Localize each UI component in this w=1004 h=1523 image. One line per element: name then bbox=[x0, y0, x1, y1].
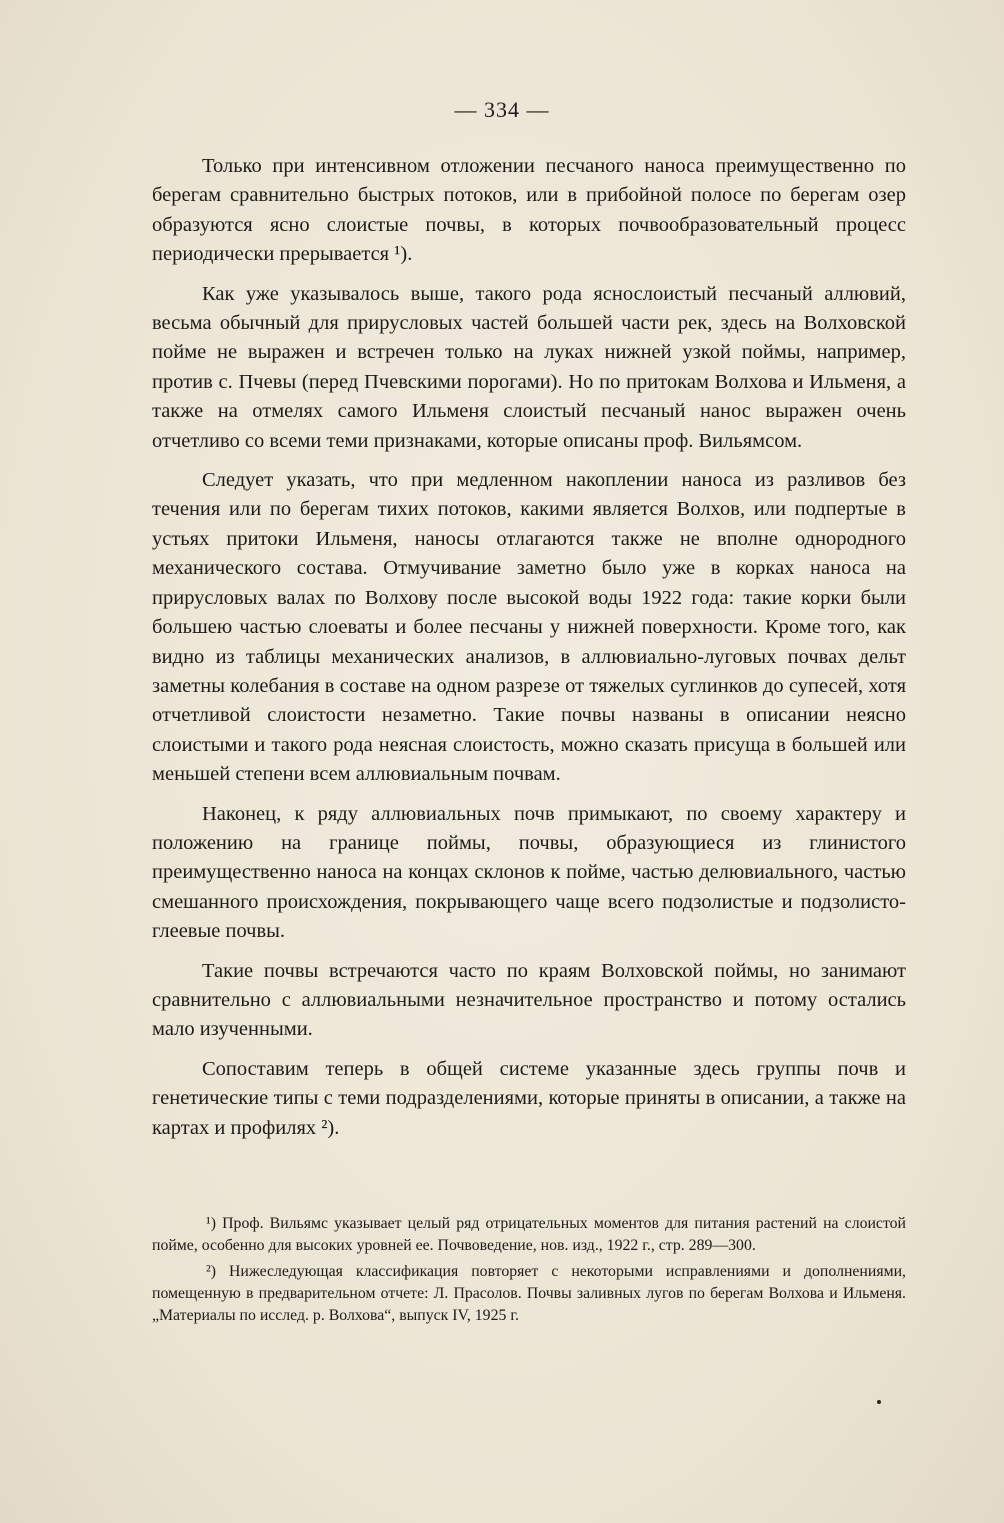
footnote: ¹) Проф. Вильямс указывает целый ряд отрицательных моментов для питания растений на слоистой пойме, особенно для высоких уровней ее. Почвоведение, нов. изд., 1922 г., стр. 289—300. bbox=[152, 1215, 906, 1254]
page-number: — 334 — bbox=[454, 97, 550, 122]
paragraph: Как уже указывалось выше, такого рода яснослоистый песчаный аллювий, весьма обычный для прирусловых частей большей части рек, здесь на Волховской пойме не выражен и встречен только на луках нижней узкой поймы, например, против с. Пчевы (перед Пчевскими порогами). Но по притокам Волхова и Ильменя, а также на отмелях самого Ильменя слоистый песчаный нанос выражен очень отчетливо со всеми теми признаками, которые описаны проф. Вильямсом. bbox=[152, 282, 906, 452]
paragraph: Сопоставим теперь в общей системе указанные здесь группы почв и генетические типы с теми подразделениями, которые приняты в описании, а также на картах и профилях ²). bbox=[152, 1057, 906, 1139]
paragraph: Такие почвы встречаются часто по краям Волховской поймы, но занимают сравнительно с аллювиальными незначительное пространство и потому остались мало изученными. bbox=[152, 959, 906, 1041]
footnotes bbox=[152, 1213, 906, 1331]
paragraph: Следует указать, что при медленном накоплении наноса из разливов без течения или по берегам тихих потоков, какими является Волхов, или подпертые в устьях притоки Ильменя, наносы отлагаются также не вполне однородного механического состава. Отмучивание заметно было уже в корках наноса на прирусловых валах по Волхову после высокой воды 1922 года: такие корки были большею частью слоеваты и более песчаны у нижней поверхности. Кроме того, как видно из таблицы механических анализов, в аллювиально-луговых почвах дельт заметны колебания в составе на одном разрезе от тяжелых суглинков до супесей, хотя отчетливой слоистости незаметно. Такие почвы названы в описании неясно слоистыми и такого рода неясная слоистость, можно сказать присуща в большей или меньшей степени всем аллювиальным почвам. bbox=[152, 469, 906, 786]
paragraph: Только при интенсивном отложении песчаного наноса преимущественно по берегам сравнительно быстрых потоков, или в прибойной полосе по берегам озер образуются ясно слоистые почвы, в которых почвообразовательный процесс периодически прерывается ¹). bbox=[152, 155, 906, 266]
paragraph: Наконец, к ряду аллювиальных почв примыкают, по своему характеру и положению на границе поймы, почвы, образующиеся из глинистого преимущественно наноса на концах склонов к пойме, частью делювиального, частью смешанного происхождения, покрывающего чаще всего подзолистые и подзолисто-глеевые почвы. bbox=[152, 802, 906, 943]
footnote: ²) Нижеследующая классификация повторяет с некоторыми исправлениями и дополнениями, помещенную в предварительном отчете: Л. Прасолов. Почвы заливных лугов по берегам Волхова и Ильменя. „Материалы по исслед. р. Волхова“, выпуск IV, 1925 г. bbox=[152, 1263, 906, 1324]
ink-speck bbox=[877, 1400, 881, 1404]
body-text bbox=[152, 152, 906, 1153]
